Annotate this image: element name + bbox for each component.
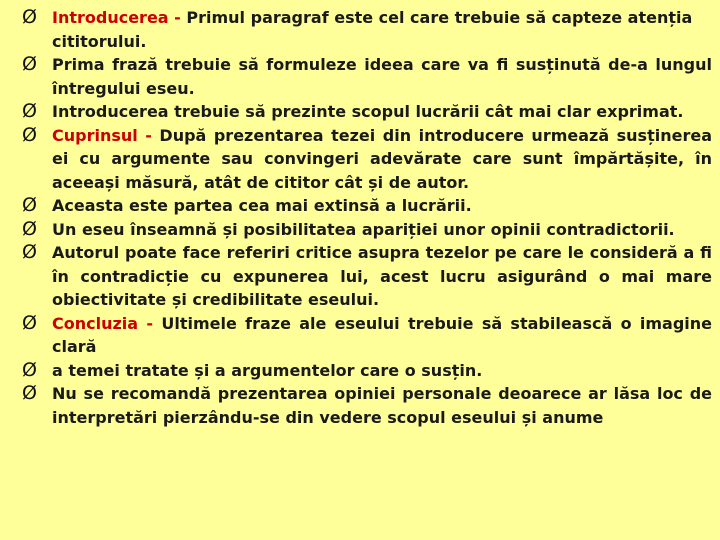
item-body: Introducerea trebuie să prezinte scopul lucrării cât mai clar exprimat. bbox=[52, 102, 684, 121]
item-text bbox=[52, 100, 712, 124]
arrow-bullet-icon: Ø bbox=[22, 53, 37, 75]
item-body: Ultimele fraze ale eseului trebuie să stabilească o imagine clară bbox=[52, 313, 713, 356]
item-text bbox=[52, 359, 712, 383]
list-item bbox=[0, 53, 712, 100]
item-body: Prima frază trebuie să formuleze ideea care va fi susținută de-a lungul întregului eseu. bbox=[52, 55, 712, 98]
arrow-bullet-icon: Ø bbox=[22, 194, 37, 216]
item-text bbox=[52, 124, 712, 195]
item-text bbox=[52, 312, 712, 359]
arrow-bullet-icon: Ø bbox=[22, 241, 37, 263]
arrow-bullet-icon: Ø bbox=[22, 358, 37, 381]
list-item bbox=[0, 312, 712, 359]
item-body: Un eseu înseamnă și posibilitatea apariției unor opinii contradictorii. bbox=[52, 219, 675, 239]
item-text bbox=[52, 382, 712, 429]
item-body: Primul paragraf este cel care trebuie să capteze atenția cititorului. bbox=[52, 8, 693, 51]
item-text bbox=[52, 241, 712, 312]
list-item bbox=[0, 194, 712, 218]
list-item bbox=[0, 382, 712, 429]
arrow-bullet-icon: Ø bbox=[22, 100, 37, 122]
arrow-bullet-icon: Ø bbox=[22, 311, 37, 334]
arrow-bullet-icon: Ø bbox=[22, 217, 37, 240]
item-body: Aceasta este partea cea mai extinsă a lucrării. bbox=[52, 196, 472, 215]
list-item bbox=[0, 124, 712, 195]
item-text bbox=[52, 194, 712, 218]
item-keyword: Concluzia - bbox=[52, 313, 154, 333]
item-text bbox=[52, 53, 712, 100]
list-item bbox=[0, 241, 712, 312]
item-body: Autorul poate face referiri critice asupra tezelor pe care le consideră a fi în contradicție cu expunerea lui, acest lucru asigurând o mai mare obiectivitate și credibilitate eseului. bbox=[52, 243, 712, 309]
arrow-bullet-icon: Ø bbox=[22, 6, 37, 28]
arrow-bullet-icon: Ø bbox=[22, 382, 37, 404]
list-item bbox=[0, 218, 712, 242]
arrow-bullet-icon: Ø bbox=[22, 123, 37, 146]
item-keyword: Introducerea - bbox=[52, 8, 181, 27]
item-body: Nu se recomandă prezentarea opiniei personale deoarece ar lăsa loc de interpretări pierzându-se din vedere scopul eseului și anume bbox=[52, 384, 712, 427]
list-item bbox=[0, 6, 712, 53]
bullet-list bbox=[0, 6, 712, 429]
list-item bbox=[0, 100, 712, 124]
item-text bbox=[52, 218, 712, 242]
list-item bbox=[0, 359, 712, 383]
item-body: După prezentarea tezei din introducere urmează susținerea ei cu argumente sau convingeri adevărate care sunt împărtășite, în aceeași măsură, atât de cititor cât și de autor. bbox=[52, 125, 712, 192]
item-body: a temei tratate și a argumentelor care o susțin. bbox=[52, 360, 483, 380]
item-keyword: Cuprinsul - bbox=[52, 125, 152, 145]
item-text bbox=[52, 6, 712, 53]
